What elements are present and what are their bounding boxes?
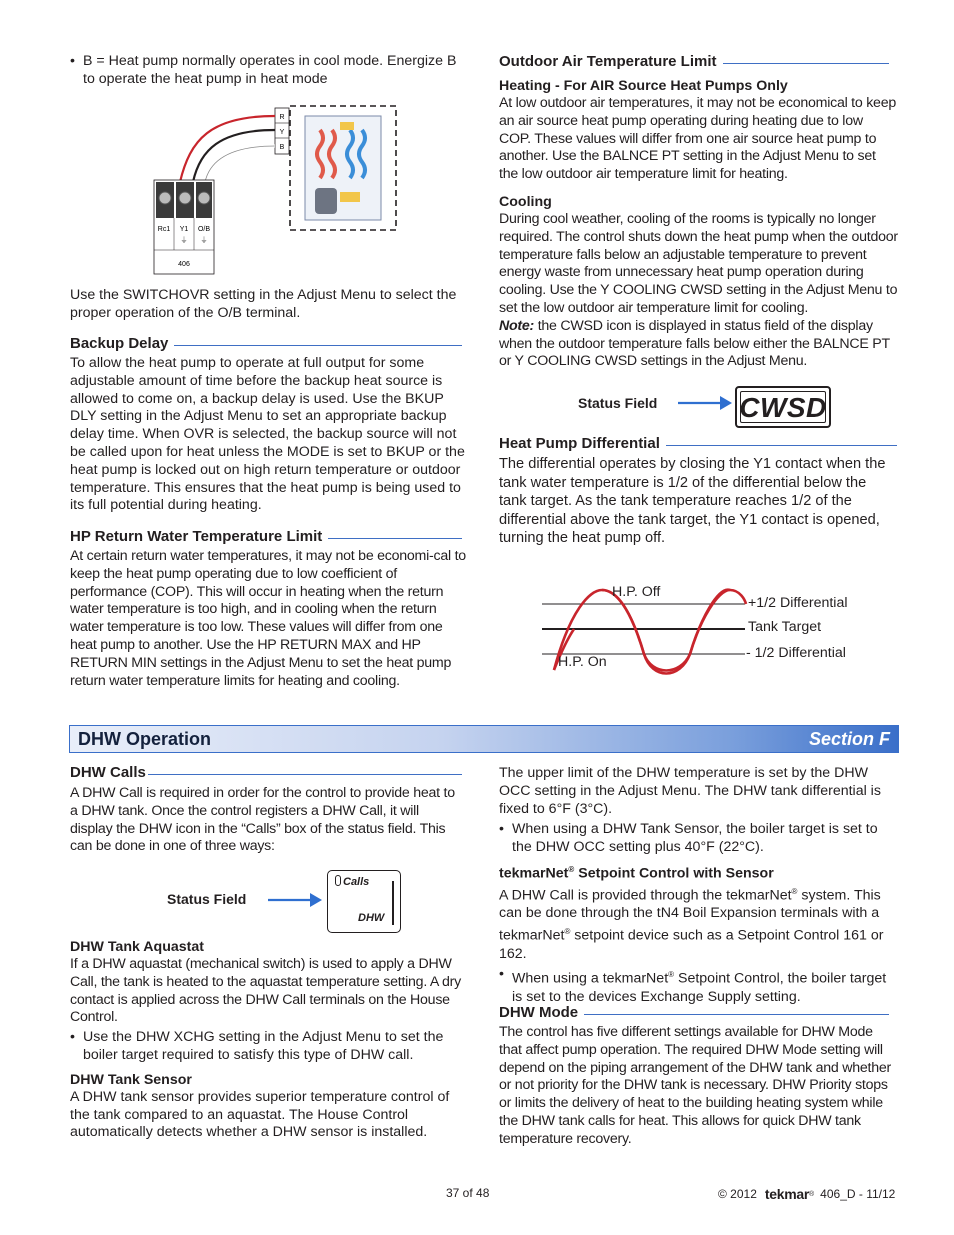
terminal-y-label: Y [279,129,285,136]
arrow-right-icon [266,889,324,911]
calls-label: Calls [343,876,370,888]
hp-differential-body: The differential operates by closing the Y1 contact when the tank water temperature is 1/2 of the differential below the tank target. As the tank temperature reaches 1/2 of the differential above the tank target, the Y1 contact is opened, turning the heat pump off. [499,456,886,547]
tekmarnet-bullet: • When using a tekmarNet® Setpoint Control, the boiler target is set to the devices Exchange Supply setting. [499,966,887,1005]
switchovr-text: Use the SWITCHOVR setting in the Adjust Menu to select the proper operation of the O/B terminal. [70,287,457,321]
terminal-rc1-label: Rc1 [157,226,171,233]
tekmar-logo: tekmar [764,1186,809,1202]
minus-differential-label: - 1/2 Differential [746,645,846,661]
note-paragraph [499,318,898,371]
footer-right: © 2012 tekmar ® 406_D - 11/12 [718,1186,896,1202]
heading-rule [174,345,462,346]
sensor-bullet: • When using a DHW Tank Sensor, the boiler target is set to the DHW OCC setting plus 40°F (22°C). [499,821,898,857]
control-model-label: 406 [178,261,190,268]
copyright: © 2012 [718,1187,757,1201]
svg-text:⏚: ⏚ [180,237,188,244]
section-title: DHW Operation [78,729,211,749]
hp-return-section [70,528,466,690]
aquastat-bullet: • Use the DHW XCHG setting in the Adjust Menu to set the boiler target required to satisfy this type of DHW call. [70,1029,465,1065]
bullet-b-mode: • B = Heat pump normally operates in cool mode. Energize B to operate the heat pump in heat mode [70,53,470,89]
terminal-r-label: R [279,114,285,121]
dhw-label: DHW [358,912,385,924]
dhw-sensor-heading: DHW Tank Sensor [70,1071,192,1088]
outdoor-air-heading: Outdoor Air Temperature Limit [499,53,717,70]
heading-rule [328,538,462,539]
section-label: Section F [808,729,890,749]
wire-black [193,130,275,182]
note-body: the CWSD icon is displayed in status field of the display when the outdoor temperature falls below either the BALNCE PT or Y COOLING CWSD settings in the Adjust Menu. [499,317,890,370]
dhw-mode-heading: DHW Mode [499,1004,579,1021]
hp-differential-heading: Heat Pump Differential [499,435,660,452]
dhw-calls-heading: DHW Calls [70,764,146,781]
hp-return-heading: HP Return Water Temperature Limit [70,528,323,545]
dhw-upper-limit-text: The upper limit of the DHW temperature is set by the DHW OCC setting in the Adjust Menu. The DHW tank differential is fixed to 6°F (3°C). [499,765,881,817]
backup-delay-heading: Backup Delay [70,335,169,352]
thermometer-icon [335,875,341,886]
hp-on-label: H.P. On [558,654,607,670]
aquastat-bullet-text: Use the DHW XCHG setting in the Adjust Menu to set the boiler target required to satisfy this type of DHW call. [83,1029,444,1063]
cwsd-icon [735,386,831,428]
backup-delay-section [70,335,465,515]
compressor [315,188,337,214]
cooling-subheading: Cooling [499,193,552,210]
outdoor-air-section [499,53,898,371]
document-code: 406_D - 11/12 [820,1187,896,1201]
calls-label-row [335,875,369,888]
hp-off-label: H.P. Off [612,584,661,600]
tekmarnet-heading: tekmarNet® Setpoint Control with Sensor [499,864,774,882]
dhw-aquastat-section [70,938,465,1142]
wire-red [180,116,275,182]
terminal-b-label: B [279,144,285,151]
dhw-calls-body: A DHW Call is required in order for the control to provide heat to a DHW tank. Once the control registers a DHW Call, it will display the DHW icon in the “Calls” box of the status field. This can be done in one of three ways: [70,785,455,855]
dhw-calls-section [70,764,462,856]
dhw-right-column [499,765,898,1007]
page-number: 37 of 48 [446,1186,490,1200]
heat-pump-wiring-diagram [150,100,400,280]
heating-subheading: Heating - For AIR Source Heat Pumps Only [499,78,788,94]
bullet-b-text: B = Heat pump normally operates in cool mode. Energize B to operate the heat pump in heat mode [83,53,457,87]
backup-delay-body: To allow the heat pump to operate at full output for some adjustable amount of time before the backup heat source is allowed to come on, a backup delay is used. Use the BKUP DLY setting in the Adjust Menu to set an appropriate backup delay time. When OVR is selected, the backup source will not be called upon for heat unless the MODE is set to BKUP or the heat pump is locked out on high return temperature or outdoor temperature. This ensures that the heat pump is being used to its full potential during heating. [70,355,465,514]
note-label: Note: [499,317,535,334]
dhw-sensor-body: A DHW tank sensor provides superior temperature control of the tank compared to an aquastat. The House Control automatically detects whether a DHW sensor is installed. [70,1088,450,1141]
heading-rule [666,445,897,446]
cwsd-status-field-label: Status Field [578,395,658,411]
heading-rule [584,1014,889,1015]
sensor-bullet-text: When using a DHW Tank Sensor, the boiler target is set to the DHW OCC setting plus 40°F (22°C). [512,821,878,856]
dhw-aquastat-heading: DHW Tank Aquastat [70,939,204,955]
tank-target-label: Tank Target [748,619,822,635]
divider [392,881,394,925]
dhw-aquastat-body: If a DHW aquastat (mechanical switch) is used to apply a DHW Call, the tank is heated to the aquastat temperature setting. A dry contact is applied across the DHW Call terminals on the House Control. [70,956,461,1026]
heading-rule [723,63,889,64]
plus-differential-label: +1/2 Differential [748,595,848,611]
hp-differential-section [499,435,898,548]
heading-rule [148,774,462,775]
section-banner [69,725,899,753]
tekmarnet-body: A DHW Call is provided through the tekmarNet® system. This can be done through the tN4 Boil Expansion terminals with a tekmarNet® setpoint device such as a Setpoint Control 161 or 162. [499,886,884,962]
heating-body: At low outdoor air temperatures, it may not be economical to keep an air source heat pump operating during heating due to low COP. These values will differ from one air source heat pump to another. Use the BALNCE PT setting in the Adjust Menu to set the low outdoor air temperature limit for heating. [499,95,896,183]
dhw-mode-body: The control has five different settings available for DHW Mode that affect pump operation. The required DHW Mode setting will depend on the piping arrangement of the DHW tank and whether or not priority for the DHW tank is necessary. DHW Priority stops or limits the delivery of heat to the building heating system while the DHW tank calls for heat. This allows for quick DHW tank temperature recovery. [499,1024,891,1147]
left-column-top [70,53,470,89]
terminal-y1-label: Y1 [179,226,189,233]
hp-return-body: At certain return water temperatures, it may not be economi-cal to keep the heat pump operating due to low coefficient of performance (COP). This will occur in heating when the return water temperature is too high, and in cooling when the return water temperature is too low. These values will differ from one heat pump to another. Use the HP RETURN MAX and HP RETURN MIN settings in the Adjust Menu to set the heat pump return water temperature limits for heating and cooling. [70,548,466,689]
dhw-mode-section [499,1004,898,1149]
arrow-right-icon [676,392,734,414]
cooling-body: During cool weather, cooling of the rooms is typically no longer required. The control shuts down the heat pump when the outdoor temperature falls below an adjustable temperature to prevent energy waste from unnecessary heat pump operation during cooling. Use the Y COOLING CWSD setting in the Adjust Menu to set the low outdoor air temperature limit for cooling. [499,210,898,316]
cwsd-icon-text: CWSD [739,392,827,423]
dhw-calls-icon [327,870,401,933]
svg-text:⏚: ⏚ [200,237,208,244]
terminal-ob-label: O/B [197,226,211,233]
valve [340,192,360,202]
dhw-status-field-label: Status Field [167,891,247,907]
